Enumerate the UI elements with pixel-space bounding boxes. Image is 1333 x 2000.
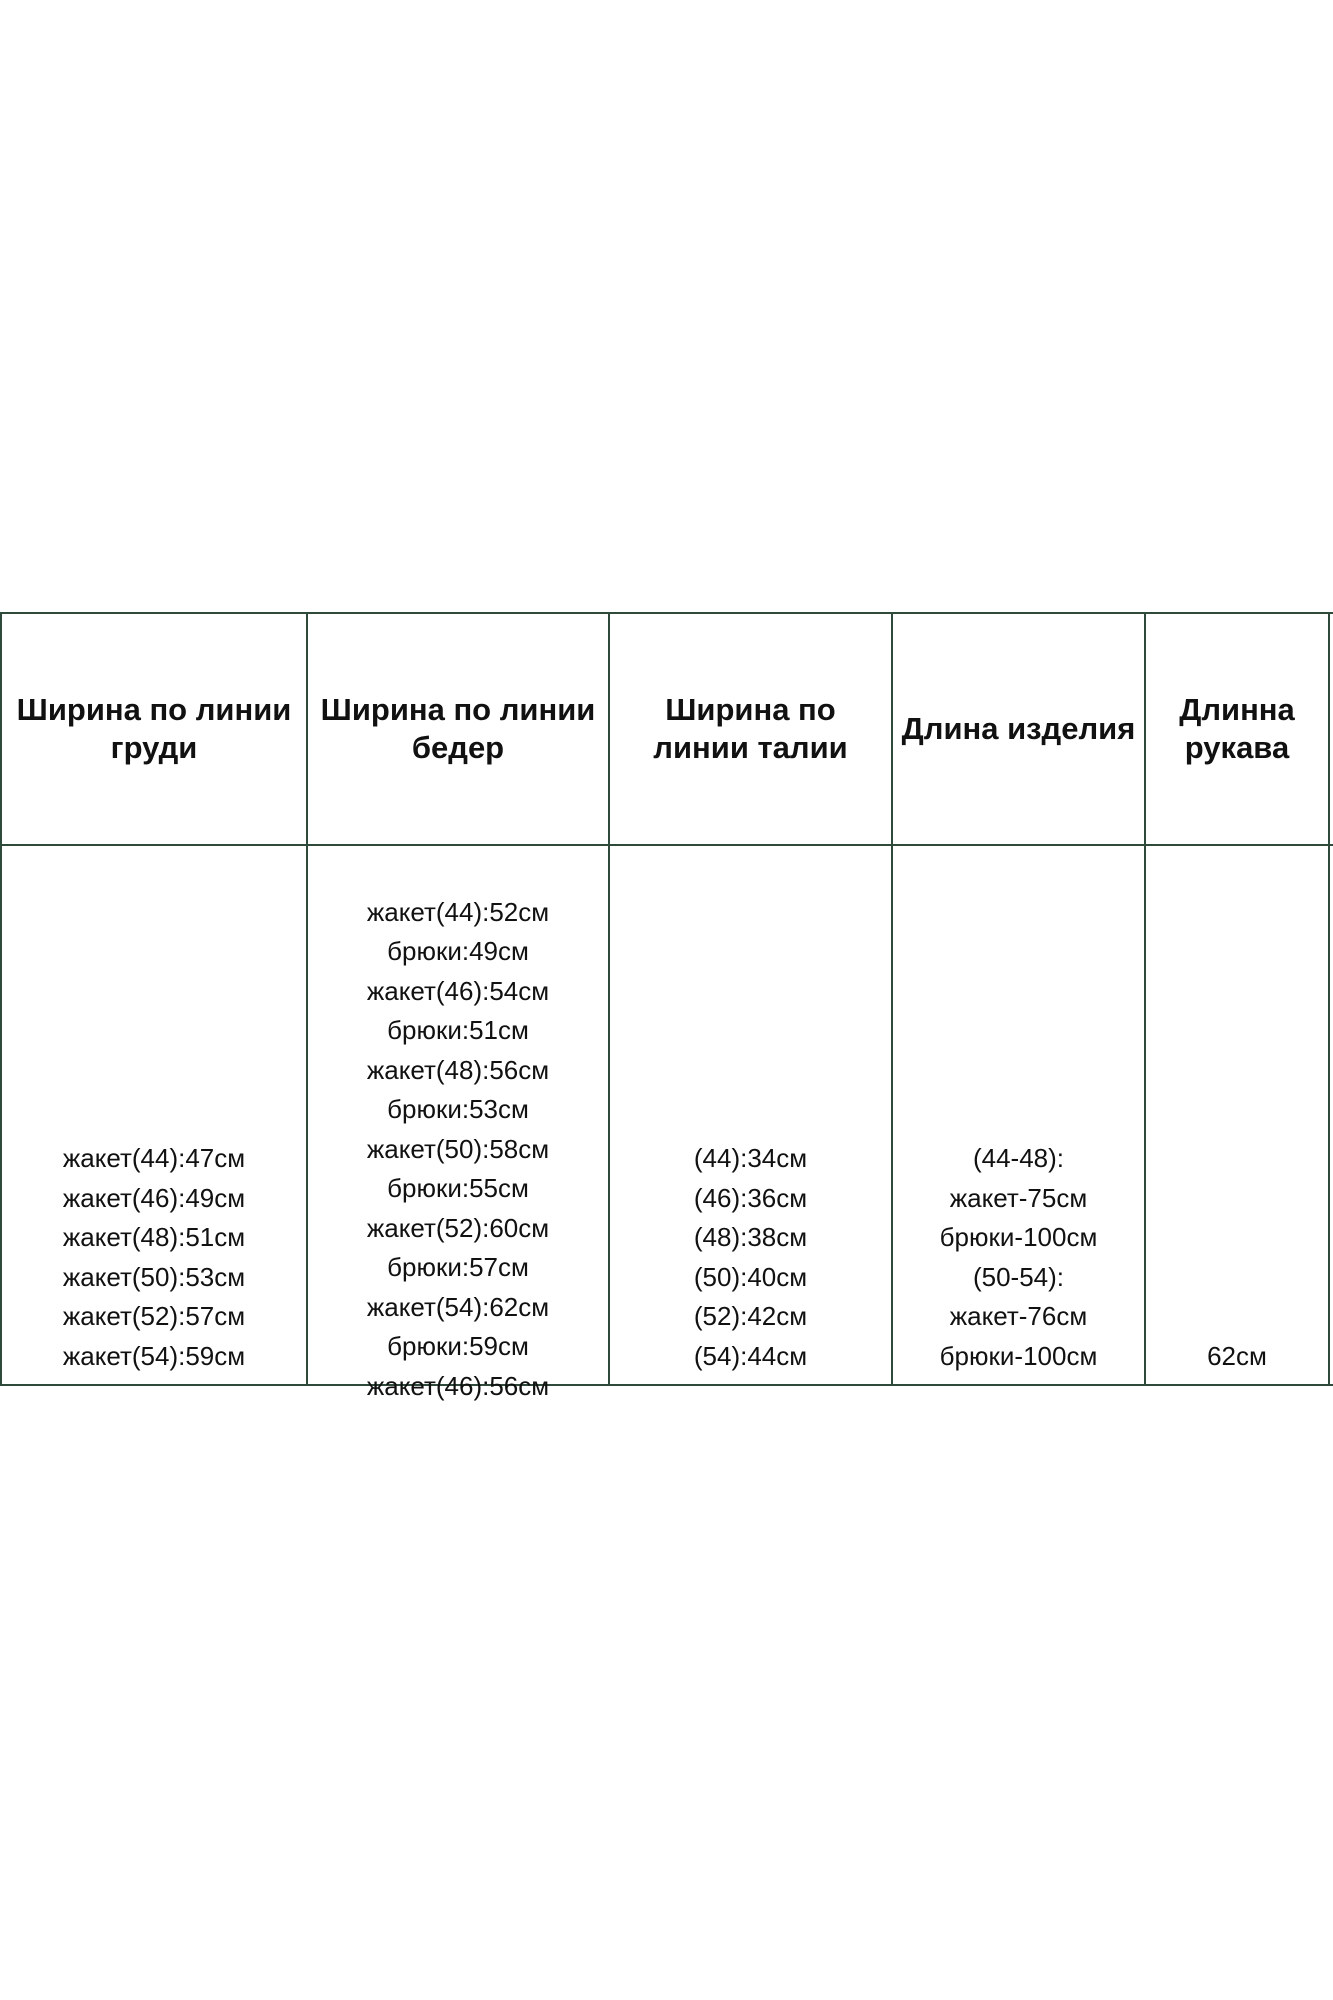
header-label: Ширина по линии бедер <box>320 692 596 765</box>
cell-garment-length <box>893 846 1144 1384</box>
cell-value-line: жакет(54):59см <box>62 1340 246 1371</box>
cell-value-line: брюки:57см <box>387 1252 529 1282</box>
cell-value-line: брюки:49см <box>387 936 529 966</box>
cell-value-line: жакет(54):62см <box>366 1291 550 1322</box>
cell-value-line: брюки-100см <box>939 1340 1098 1371</box>
header-label: Ширина по линии груди <box>16 692 292 765</box>
cell-value-line: брюки:55см <box>387 1173 529 1203</box>
cell-value-line: (52):42см <box>693 1301 808 1331</box>
cell-value-line: (44):34см <box>693 1143 808 1173</box>
header-label: Длинна рукава <box>1179 692 1295 765</box>
cell-value-line: жакет(52):57см <box>62 1301 246 1331</box>
cell-value-line: (48):38см <box>693 1222 808 1252</box>
header-chest-width <box>2 614 306 844</box>
cell-value-line: брюки:53см <box>387 1094 529 1124</box>
cell-value-line: брюки-100см <box>939 1222 1098 1252</box>
cell-value-list <box>893 1139 1144 1376</box>
cell-value-list <box>1146 1337 1328 1377</box>
table-bottom-border <box>0 1384 1333 1386</box>
cell-value-line: жакет(50):58см <box>366 1133 550 1164</box>
cell-value-line: жакет(52):60см <box>366 1212 550 1243</box>
cell-value-line: жакет-76см <box>949 1301 1088 1331</box>
cell-value-list <box>2 1139 306 1376</box>
header-label: Ширина по линии талии <box>653 692 848 765</box>
cell-hip-width <box>308 846 608 1401</box>
cell-waist-width <box>610 846 891 1384</box>
cell-value-line: жакет(44):47см <box>62 1143 246 1173</box>
cell-value-line: (50-54): <box>972 1261 1065 1292</box>
header-hip-width <box>308 614 608 844</box>
cell-value-line: брюки:59см <box>387 1331 529 1361</box>
cell-value-line: жакет(48):56см <box>366 1054 550 1085</box>
cell-value-list <box>610 1139 891 1376</box>
size-chart-table <box>0 612 1333 1401</box>
cell-value-line: жакет(46):54см <box>366 975 550 1006</box>
cell-value-line: брюки:51см <box>387 1015 529 1045</box>
cell-value-list <box>308 893 608 1407</box>
header-label: Длина изделия <box>901 711 1136 746</box>
cell-value-line: жакет(44):52см <box>366 896 550 927</box>
cell-value-line: жакет-75см <box>949 1182 1088 1213</box>
cell-value-line: (50):40см <box>693 1261 808 1292</box>
header-waist-width <box>610 614 891 844</box>
column-divider <box>1328 612 1330 1386</box>
cell-value-line: жакет(48):51см <box>62 1222 246 1252</box>
cell-value-line: жакет(46):49см <box>62 1182 246 1213</box>
cell-value-line: 62см <box>1207 1340 1267 1371</box>
cell-value-line: жакет(46):56см <box>366 1370 550 1401</box>
header-garment-length <box>893 614 1144 844</box>
cell-sleeve-length <box>1146 846 1328 1384</box>
cell-chest-width <box>2 846 306 1384</box>
cell-value-line: (54):44см <box>693 1340 808 1371</box>
cell-value-line: жакет(50):53см <box>62 1261 246 1292</box>
cell-value-line: (46):36см <box>693 1182 808 1213</box>
header-sleeve-length <box>1146 614 1328 844</box>
cell-value-line: (44-48): <box>972 1143 1065 1173</box>
